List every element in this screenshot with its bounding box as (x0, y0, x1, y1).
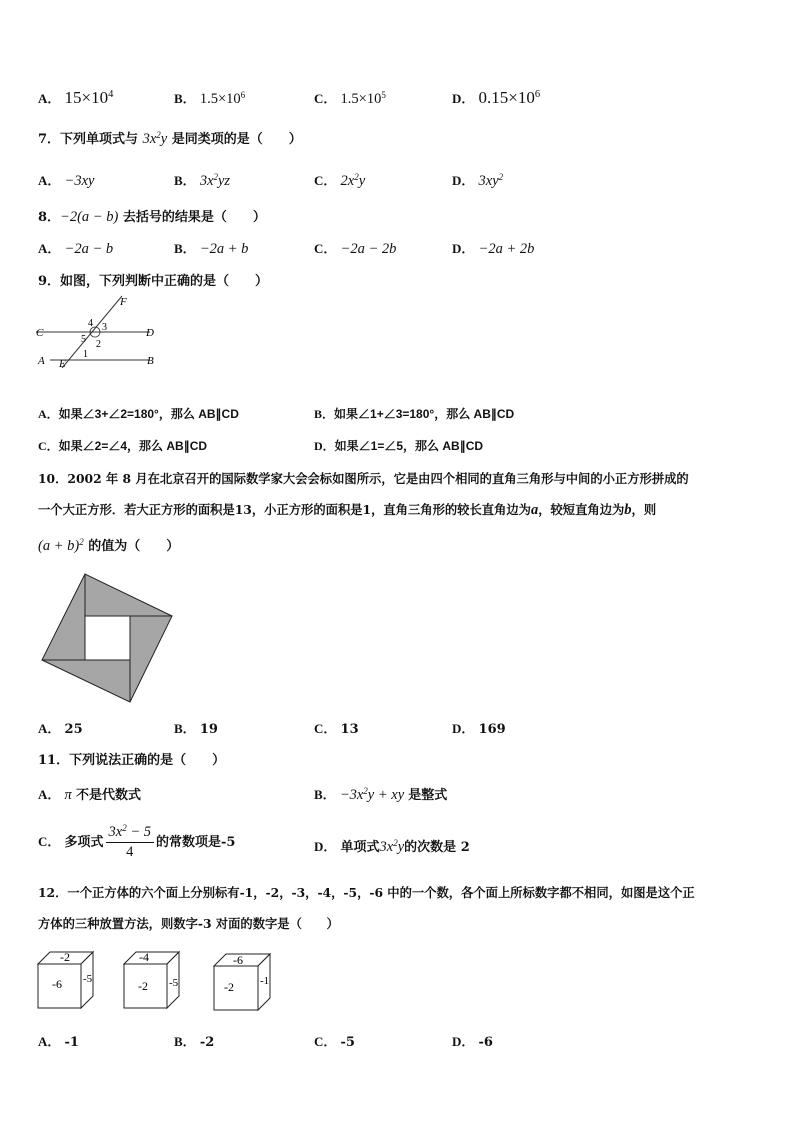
q6-b-coef: 1.5×10 (199, 91, 241, 107)
q12-option-b[interactable]: B． -2 (174, 1034, 215, 1050)
triangle-bottom (42, 660, 130, 702)
q7-option-b[interactable]: B． $3x^2yz$ (174, 172, 231, 189)
question-number: 11． (38, 753, 70, 768)
q6-option-b[interactable] (174, 88, 245, 108)
q6-option-d[interactable] (452, 88, 540, 108)
q12-option-c[interactable]: C． -5 (314, 1034, 355, 1050)
cube-1-top: -2 (60, 950, 70, 964)
triangle-right (130, 616, 172, 702)
q6-d-exp: 6 (534, 89, 541, 101)
q12-figure (36, 946, 286, 1018)
q10-figure (38, 568, 178, 708)
q10-option-a[interactable]: A． 25 (38, 721, 83, 737)
q6-b-exp: 6 (240, 90, 246, 101)
cube-1-front: -6 (52, 977, 62, 991)
q6-d-coef: 0.15×10 (478, 88, 535, 107)
q7-option-c[interactable]: C． $2x^2y$ (314, 172, 366, 189)
q9-option-d[interactable]: D．如果∠1=∠5，那么 AB∥CD (314, 439, 484, 453)
option-label: D． (452, 91, 475, 106)
q11-option-a[interactable]: A． π 不是代数式 (38, 787, 141, 803)
option-label: C． (314, 91, 337, 106)
q8-option-d[interactable]: D． −2a + 2b (452, 241, 535, 257)
question-number: 7． (38, 132, 61, 147)
label-b: B (147, 355, 154, 367)
q12-option-d[interactable]: D． -6 (452, 1034, 493, 1050)
label-f: F (120, 296, 127, 308)
question-number: 9． (38, 274, 61, 289)
question-number: 12． (38, 885, 68, 900)
q9-option-a[interactable]: A．如果∠3+∠2=180°，那么 AB∥CD (38, 407, 239, 421)
cube-2-side: -5 (169, 977, 179, 989)
cube-2-top: -4 (139, 950, 149, 964)
q9-figure (30, 292, 170, 368)
q12-stem-line2: 方体的三种放置方法，则数字-3 对面的数字是（ ） (38, 916, 339, 931)
q10-option-d[interactable]: D． 169 (452, 721, 506, 737)
q7-option-d[interactable]: D． $3xy^2$ (452, 172, 504, 189)
cube-3 (214, 953, 270, 1010)
q6-a-exp: 4 (108, 89, 114, 101)
question-number: 8． (38, 210, 61, 225)
angle-2: 2 (96, 339, 101, 350)
q11-option-b[interactable]: B． $-3x^2y$ + xy 是整式 (314, 786, 448, 803)
q11-option-c[interactable]: C． 多项式 $\frac{3x^2 - 5}{4}$ 的常数项是-5 (38, 823, 236, 860)
q10-option-c[interactable]: C． 13 (314, 721, 359, 737)
angle-3: 3 (102, 322, 107, 333)
option-label: B． (174, 91, 196, 106)
q11-option-d[interactable]: D． 单项式$3x^2y$的次数是 2 (314, 838, 470, 855)
label-c: C (36, 327, 44, 339)
q6-c-exp: 5 (381, 90, 386, 101)
angle-5: 5 (81, 334, 86, 345)
label-d: D (146, 327, 154, 339)
label-a: A (38, 355, 45, 367)
angle-1: 1 (83, 349, 88, 360)
q10-option-b[interactable]: B． 19 (174, 721, 218, 737)
q12-option-a[interactable]: A． -1 (38, 1034, 79, 1050)
q10-stem-line2: 一个大正方形．若大正方形的面积是13，小正方形的面积是1，直角三角形的较长直角边为a，较短直角边为b，则 (38, 502, 657, 518)
q9-option-c[interactable]: C．如果∠2=∠4，那么 AB∥CD (38, 439, 208, 453)
q8-option-b[interactable]: B． −2a + b (174, 241, 249, 257)
q7-expression: $3x^2y$ (142, 130, 168, 147)
cube-3-top: -6 (233, 953, 243, 967)
q8-expression: −2(a − b) (60, 209, 119, 225)
angle-4: 4 (88, 318, 93, 329)
q10-stem-line1: 10．2002 年 8 月在北京召开的国际数学家大会会标如图所示，它是由四个相同的直角三角形与中间的小正方形拼成的 (38, 471, 689, 486)
q10-expression: $(a + b)^2$ (38, 537, 84, 554)
q8-option-a[interactable]: A． −2a − b (38, 241, 114, 257)
q6-option-a[interactable] (38, 88, 113, 108)
option-label: A． (38, 91, 61, 106)
q7-stem: 7．下列单项式与 $3x^2y$ 是同类项的是（ ） (38, 130, 302, 147)
q8-option-c[interactable]: C． −2a − 2b (314, 241, 397, 257)
q10-stem-line3: $(a + b)^2$ 的值为（ ） (38, 537, 180, 554)
q11-stem: 11．下列说法正确的是（ ） (38, 753, 226, 768)
label-e: E (59, 358, 66, 368)
triangle-left (42, 574, 85, 660)
q9-option-b[interactable]: B．如果∠1+∠3=180°，那么 AB∥CD (314, 407, 515, 421)
q6-option-c[interactable] (314, 88, 386, 108)
cube-2 (124, 950, 179, 1008)
triangle-top (85, 574, 172, 616)
cube-1 (38, 950, 93, 1008)
cube-2-front: -2 (138, 979, 148, 993)
q6-c-coef: 1.5×10 (340, 91, 382, 107)
inner-square (85, 616, 130, 660)
question-number: 10． (38, 471, 68, 486)
cube-3-side: -1 (260, 975, 270, 987)
q8-stem: 8．−2(a − b) 去括号的结果是（ ） (38, 209, 266, 225)
q7-option-a[interactable]: A． −3xy (38, 173, 95, 189)
cube-1-side: -5 (83, 973, 93, 985)
cube-3-front: -2 (224, 980, 234, 994)
q6-a-coef: 15×10 (64, 88, 109, 107)
fraction: $\frac{3x^2 - 5}{4}$ (106, 824, 154, 861)
q12-stem-line1: 12．一个正方体的六个面上分别标有-1，-2，-3，-4，-5，-6 中的一个数，各个面上所标数字都不相同，如图是这个正 (38, 885, 695, 900)
q9-stem: 9．如图，下列判断中正确的是（ ） (38, 274, 269, 289)
